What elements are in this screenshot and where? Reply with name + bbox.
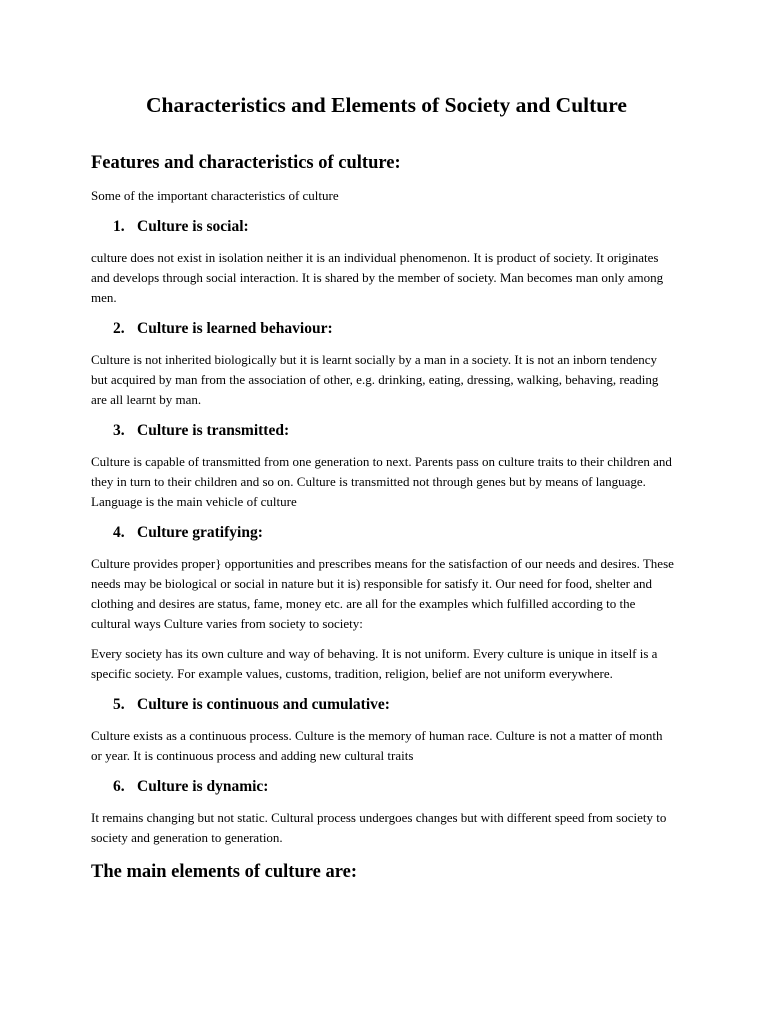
item-title: Culture gratifying: [137, 524, 263, 541]
item-number: 3. [113, 422, 125, 439]
item-paragraph: Every society has its own culture and way of behaving. It is not uniform. Every culture is unique in itself is a specific society. For example values, customs, tradition, religion, belief are not uniform everywhere. [91, 646, 658, 681]
item-number: 4. [113, 524, 125, 541]
elements-heading: The main elements of culture are: [91, 862, 357, 882]
item-heading-4 [91, 522, 676, 544]
item-heading-2 [91, 318, 676, 340]
item-title: Culture is learned behaviour: [137, 320, 333, 337]
item-paragraph: culture does not exist in isolation neither it is an individual phenomenon. It is product of society. It originates and develops through social interaction. It is shared by the member of society. Man becomes man only among men. [91, 250, 664, 305]
document-title: Characteristics and Elements of Society and Culture [146, 93, 627, 117]
item-title: Culture is continuous and cumulative: [137, 696, 390, 713]
item-heading-6 [91, 776, 676, 798]
item-heading-5 [91, 694, 676, 716]
item-number: 2. [113, 320, 125, 337]
item-title: Culture is transmitted: [137, 422, 290, 439]
item-paragraph: Culture provides proper} opportunities and prescribes means for the satisfaction of our needs and desires. These needs may be biological or social in nature but it is) responsible for satisfy it. Our need for food, shelter and clothing and desires are status, fame, money etc. are all for the examples which fulfilled according to the cultural ways Culture varies from society to society: [91, 556, 674, 631]
item-number: 5. [113, 696, 125, 713]
item-paragraph: It remains changing but not static. Cultural process undergoes changes but with different speed from society to society and generation to generation. [91, 810, 667, 845]
item-paragraph: Culture is capable of transmitted from one generation to next. Parents pass on culture traits to their children and they in turn to their children and so on. Culture is transmitted not through genes but by means of language. Language is the main vehicle of culture [91, 454, 672, 509]
item-number: 1. [113, 218, 125, 235]
item-title: Culture is social: [137, 218, 249, 235]
features-heading: Features and characteristics of culture: [91, 153, 401, 173]
item-number: 6. [113, 778, 125, 795]
item-heading-1 [91, 216, 676, 238]
item-paragraph: Culture is not inherited biologically but it is learnt socially by a man in a society. It is not an inborn tendency but acquired by man from the association of other, e.g. drinking, eating, dressing, walking, behaving, reading are all learnt by man. [91, 352, 659, 407]
intro-text: Some of the important characteristics of culture [91, 188, 339, 203]
item-title: Culture is dynamic: [137, 778, 269, 795]
item-paragraph: Culture exists as a continuous process. Culture is the memory of human race. Culture is not a matter of month or year. It is continuous process and adding new cultural traits [91, 728, 663, 763]
item-heading-3 [91, 420, 676, 442]
